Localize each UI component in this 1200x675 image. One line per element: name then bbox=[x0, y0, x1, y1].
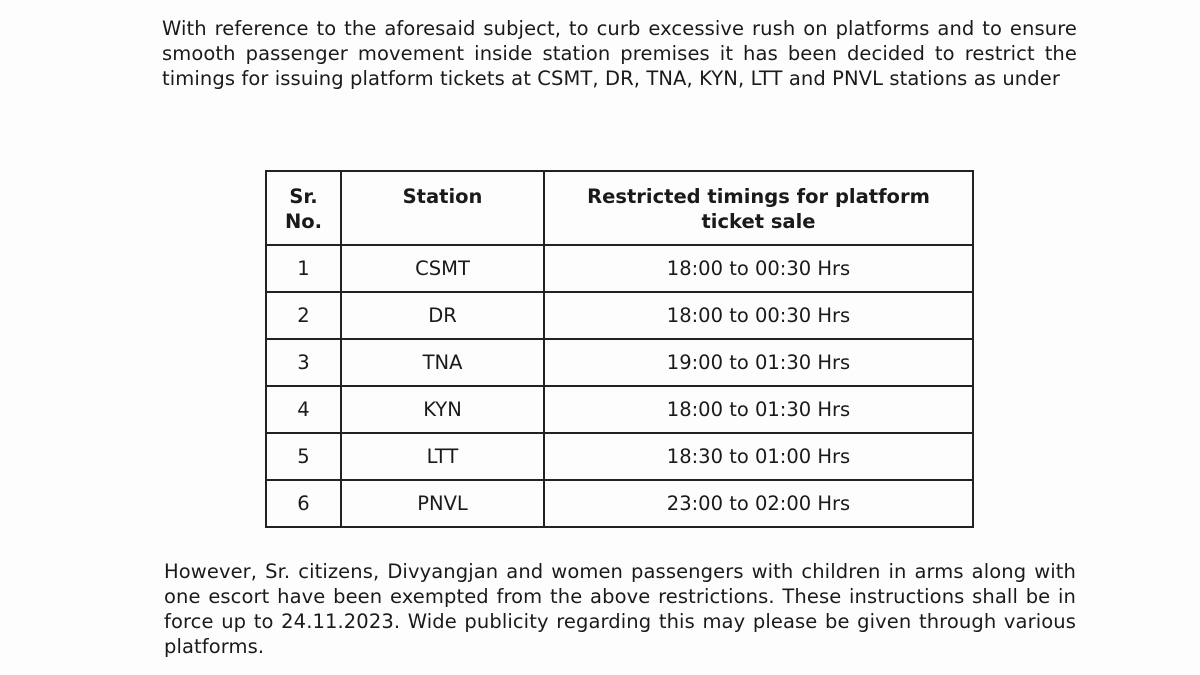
cell-sr: 5 bbox=[266, 433, 341, 480]
closing-paragraph: However, Sr. citizens, Divyangjan and women passengers with children in arms along with one escort have been exempted from the above restrictions. These instructions shall be in force up to 24.11.2023. Wide publicity regarding this may please be given through various platforms. bbox=[164, 560, 1076, 658]
header-sr-no-label: Sr. No. bbox=[284, 185, 323, 233]
header-timings bbox=[544, 171, 973, 245]
cell-station: KYN bbox=[341, 386, 544, 433]
cell-sr: 6 bbox=[266, 480, 341, 527]
cell-station: LTT bbox=[341, 433, 544, 480]
cell-station: TNA bbox=[341, 339, 544, 386]
cell-timing: 19:00 to 01:30 Hrs bbox=[544, 339, 973, 386]
cell-timing: 23:00 to 02:00 Hrs bbox=[544, 480, 973, 527]
cell-station: CSMT bbox=[341, 245, 544, 292]
table-row bbox=[266, 339, 973, 386]
table-header-row bbox=[266, 171, 973, 245]
table-row bbox=[266, 433, 973, 480]
cell-timing: 18:00 to 01:30 Hrs bbox=[544, 386, 973, 433]
cell-sr: 1 bbox=[266, 245, 341, 292]
cell-timing: 18:00 to 00:30 Hrs bbox=[544, 245, 973, 292]
header-sr-no bbox=[266, 171, 341, 245]
cell-sr: 2 bbox=[266, 292, 341, 339]
header-station: Station bbox=[341, 171, 544, 245]
cell-timing: 18:00 to 00:30 Hrs bbox=[544, 292, 973, 339]
header-timings-label: Restricted timings for platform ticket sale bbox=[587, 185, 930, 233]
cell-sr: 4 bbox=[266, 386, 341, 433]
intro-paragraph: With reference to the aforesaid subject, to curb excessive rush on platforms and to ensure smooth passenger movement inside station premises it has been decided to restrict the timings for issuing platform tickets at CSMT, DR, TNA, KYN, LTT and PNVL stations as under bbox=[162, 17, 1077, 90]
cell-timing: 18:30 to 01:00 Hrs bbox=[544, 433, 973, 480]
platform-ticket-table-wrapper bbox=[265, 170, 974, 528]
table-row bbox=[266, 480, 973, 527]
cell-station: PNVL bbox=[341, 480, 544, 527]
cell-sr: 3 bbox=[266, 339, 341, 386]
cell-station: DR bbox=[341, 292, 544, 339]
table-row bbox=[266, 386, 973, 433]
platform-ticket-timings-table bbox=[265, 170, 974, 528]
table-row bbox=[266, 292, 973, 339]
table-row bbox=[266, 245, 973, 292]
